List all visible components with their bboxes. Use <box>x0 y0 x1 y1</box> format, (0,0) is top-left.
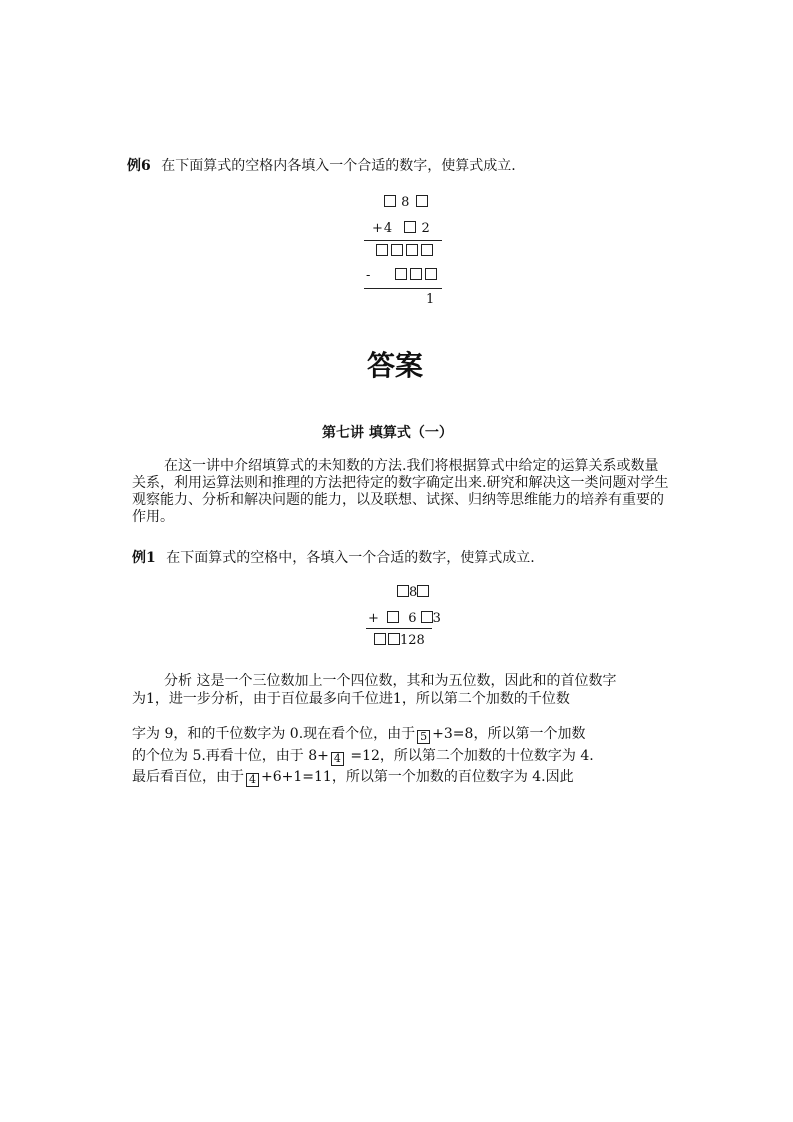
blank-box <box>397 585 409 597</box>
lecture-title: 第七讲 填算式（一） <box>322 425 453 441</box>
minus-sign: - <box>366 268 371 283</box>
puzzle1-row3 <box>374 633 425 648</box>
example1-question <box>132 547 535 567</box>
blank-box <box>395 268 407 280</box>
puzzle6-row4 <box>366 268 437 283</box>
example1-label: 例1 <box>132 550 156 566</box>
text: +3=8，所以第一个加数 <box>432 726 586 742</box>
digit: 8 <box>401 195 411 210</box>
example6-text: 在下面算式的空格内各填入一个合适的数字，使算式成立. <box>161 158 516 174</box>
blank-box <box>416 195 428 207</box>
analysis-line-3 <box>132 723 585 744</box>
divider-line <box>366 628 432 629</box>
puzzle6-row1 <box>384 195 428 210</box>
blank-box <box>384 195 396 207</box>
example6-question <box>127 155 516 175</box>
text: 最后看百位，由于 <box>132 769 244 785</box>
puzzle6-row3 <box>376 244 433 259</box>
text: =12，所以第二个加数的十位数字为 4. <box>345 748 594 764</box>
puzzle6-result: 1 <box>426 292 435 307</box>
digit: 3 <box>432 611 441 626</box>
analysis-line-1: 分析 这是一个三位数加上一个四位数，其和为五位数，因此和的首位数字 <box>164 673 617 689</box>
blank-box <box>425 268 437 280</box>
example6-label: 例6 <box>127 158 151 174</box>
example1-text: 在下面算式的空格中，各填入一个合适的数字，使算式成立. <box>166 550 535 566</box>
digit: 2 <box>421 221 431 236</box>
plus-sign: + <box>368 611 379 626</box>
answer-box: 4 <box>331 752 344 766</box>
digit: 6 <box>408 611 417 626</box>
analysis-line-5 <box>132 766 574 787</box>
puzzle6-row2 <box>372 221 431 236</box>
puzzle1-row2 <box>368 611 441 626</box>
plus-digit: +4 <box>372 221 394 236</box>
intro-paragraph: 在这一讲中介绍填算式的未知数的方法.我们将根据算式中给定的运算关系或数量关系，利用运算法则和推理的方法把待定的数字确定出来.研究和解决这一类问题对学生观察能力、分析和解决问题的能力，以及联想、试探、归纳等思维能力的培养有重要的作用。 <box>132 458 669 525</box>
answer-box: 5 <box>417 730 430 744</box>
blank-box <box>421 611 433 623</box>
blank-box <box>376 244 388 256</box>
blank-box <box>387 611 399 623</box>
text: 字为 9，和的千位数字为 0.现在看个位，由于 <box>132 726 416 742</box>
blank-box <box>410 268 422 280</box>
text: 的个位为 5.再看十位，由于 8+ <box>132 748 329 764</box>
divider-line <box>364 288 442 289</box>
digit: 8 <box>409 585 418 600</box>
blank-box <box>391 244 403 256</box>
answer-heading: 答案 <box>367 349 424 382</box>
blank-box <box>406 244 418 256</box>
blank-box <box>388 633 400 645</box>
text: +6+1=11，所以第一个加数的百位数字为 4.因此 <box>261 769 574 785</box>
digits: 128 <box>400 633 425 648</box>
blank-box <box>374 633 386 645</box>
answer-box: 4 <box>246 773 259 787</box>
blank-box <box>417 585 429 597</box>
analysis-line-4 <box>132 745 594 766</box>
blank-box <box>421 244 433 256</box>
puzzle1-row1 <box>397 585 429 600</box>
analysis-line-2: 为1，进一步分析，由于百位最多向千位进1，所以第二个加数的千位数 <box>132 691 570 707</box>
divider-line <box>364 240 442 241</box>
blank-box <box>404 221 416 233</box>
